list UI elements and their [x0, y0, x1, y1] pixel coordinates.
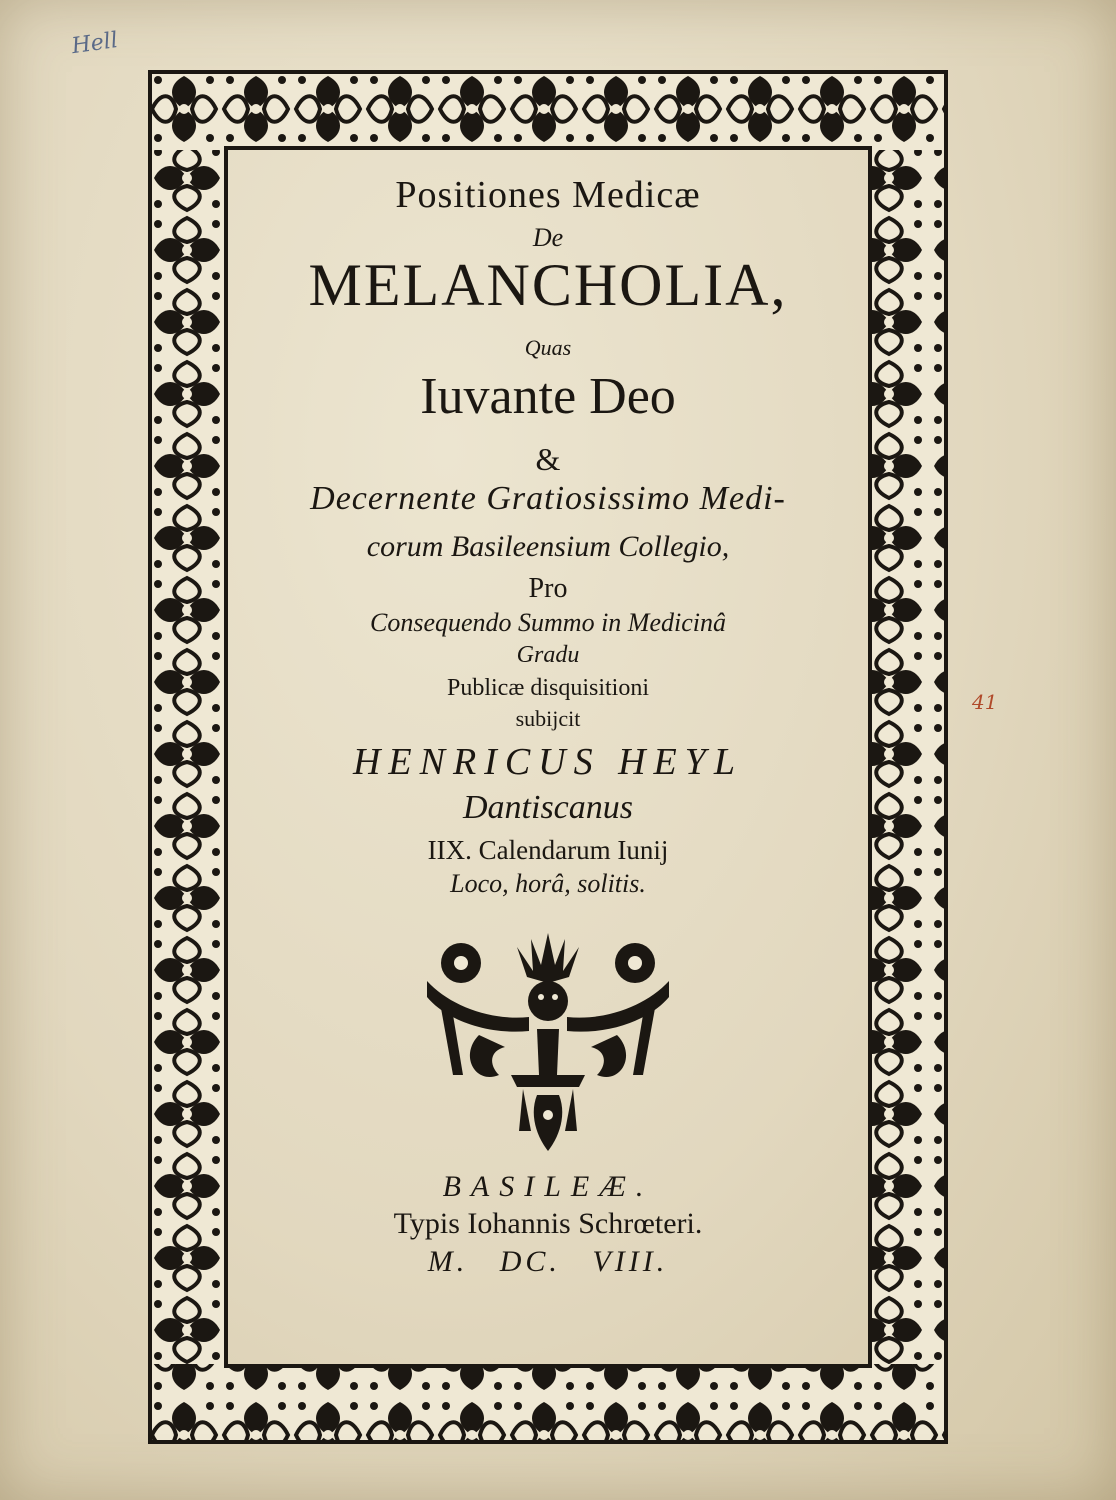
title-line-de: De: [532, 223, 564, 252]
author-name: HENRICUS HEYL: [352, 741, 744, 783]
title-line-publicae: Publicæ disquisitioni: [446, 675, 650, 701]
imprint-place: BASILEÆ.: [442, 1170, 654, 1203]
title-text-block: [232, 155, 864, 1360]
margin-number: 41: [972, 690, 998, 714]
title-line-corum: corum Basileensium Collegio,: [366, 530, 730, 563]
imprint-printer: Typis Iohannis Schrœteri.: [393, 1207, 703, 1240]
title-line-ampersand: &: [535, 441, 561, 477]
author-origin: Dantiscanus: [463, 789, 633, 826]
title-line-positiones: Positiones Medicæ: [395, 174, 701, 216]
main-title: MELANCHOLIA,: [308, 252, 788, 318]
title-line-subijcit: subijcit: [515, 706, 581, 731]
title-line-consequendo: Consequendo Summo in Medicinâ: [369, 608, 726, 637]
printer-device-ornament: [419, 925, 677, 1157]
handwritten-note-text: Hell: [70, 27, 120, 60]
title-line-pro: Pro: [528, 573, 568, 604]
title-line-quas: Quas: [524, 335, 572, 360]
title-line-decernente: Decernente Gratiosissimo Medi-: [310, 480, 786, 517]
title-line-iuvante: Iuvante Deo: [420, 368, 676, 425]
imprint-year: M. DC. VIII.: [427, 1245, 669, 1278]
disputation-date: IIX. Calendarum Iunij: [427, 835, 669, 865]
disputation-place-time: Loco, horâ, solitis.: [450, 869, 646, 898]
title-line-gradu: Gradu: [516, 642, 580, 668]
handwritten-note: [59, 13, 175, 78]
